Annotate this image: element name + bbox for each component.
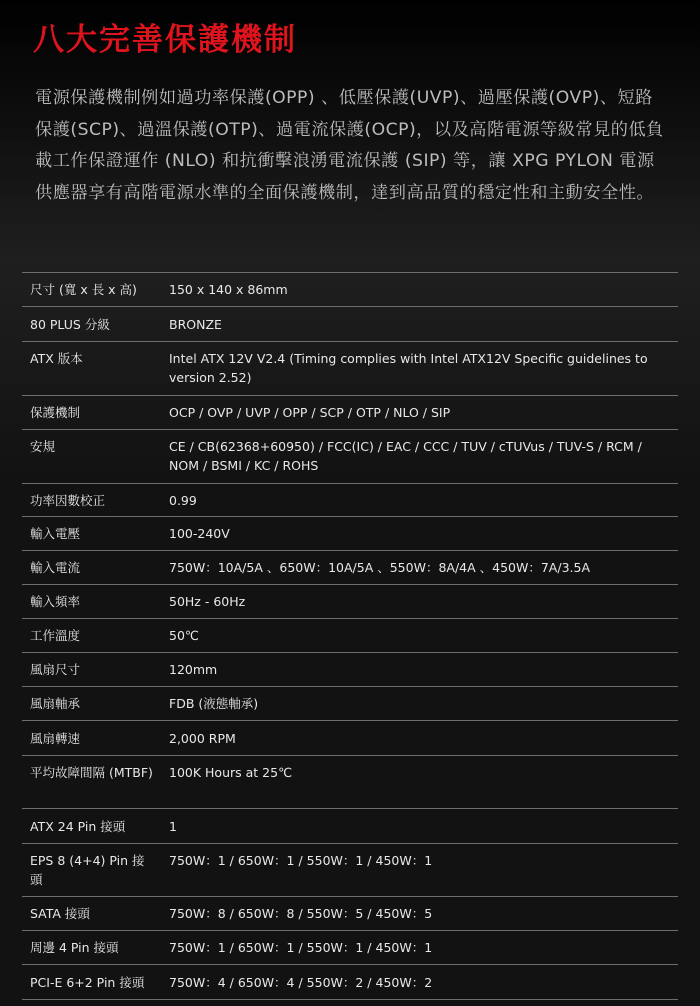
spec-value: FDB (液態軸承) [169, 696, 259, 711]
spec-value: 750W：4 / 650W：4 / 550W：2 / 450W：2 [169, 974, 433, 990]
spec-row-80plus [22, 307, 678, 342]
spec-value: 100K Hours at 25℃ [169, 765, 293, 780]
intro-paragraph: 電源保護機制例如過功率保護(OPP) 、低壓保護(UVP)、過壓保護(OVP)、短路保護(SCP)、過溫保護(OTP)、過電流保護(OCP)，以及高階電源等級常見的低負載工作保證運作 (NLO) 和抗衝擊浪湧電流保護 (SIP) 等，讓 XPG PYLON 電源供應器享有高階電源水準的全面保護機制，達到高品質的穩定性和主動安全性。 [35, 88, 664, 203]
spec-row-certifications [22, 430, 678, 484]
spec-row-eps8 [22, 844, 678, 897]
spec-label: 平均故障間隔 (MTBF) [30, 765, 153, 780]
spec-row-input-voltage [22, 517, 678, 551]
spec-value: BRONZE [169, 316, 222, 332]
spec-label: 尺寸 (寬 x 長 x 高) [30, 282, 137, 297]
spec-label: ATX 24 Pin 接頭 [30, 818, 126, 834]
spec-row-operating-temp [22, 619, 678, 653]
spec-value: 0.99 [169, 492, 197, 508]
spec-label: 輸入頻率 [30, 594, 81, 609]
spec-label: 保護機制 [30, 405, 81, 420]
spec-row-peripheral-4pin [22, 931, 678, 965]
spec-label: 功率因數校正 [30, 492, 106, 508]
spec-label: 安規 [30, 439, 56, 454]
spec-label: 周邊 4 Pin 接頭 [30, 940, 119, 955]
spec-value: 750W：10A/5A 、650W：10A/5A 、550W：8A/4A 、450W：7A/3.5A [169, 560, 591, 575]
spec-row-dimensions [22, 273, 678, 307]
spec-row-atx-version [22, 342, 678, 396]
spec-value: Intel ATX 12V V2.4 (Timing complies with Intel ATX12V Specific guidelines to version 2.52) [169, 351, 648, 385]
spec-row-atx24 [22, 809, 678, 844]
spec-row-pfc [22, 484, 678, 517]
spec-row-mtbf [22, 756, 678, 809]
spec-row-protection [22, 396, 678, 430]
spec-label: 風扇尺寸 [30, 662, 81, 677]
spec-value: 150 x 140 x 86mm [169, 282, 288, 297]
spec-label: EPS 8 (4+4) Pin 接頭 [30, 853, 145, 887]
spec-value: 100-240V [169, 526, 230, 541]
spec-label: SATA 接頭 [30, 906, 90, 921]
spec-value: 1 [169, 818, 177, 834]
spec-value: 50℃ [169, 628, 199, 643]
spec-value: OCP / OVP / UVP / OPP / SCP / OTP / NLO / SIP [169, 405, 451, 420]
spec-label: 風扇軸承 [30, 696, 81, 711]
spec-label: 風扇轉速 [30, 730, 81, 746]
spec-row-fan-bearing [22, 687, 678, 721]
spec-row-input-current [22, 551, 678, 585]
spec-value: 750W：1 / 650W：1 / 550W：1 / 450W：1 [169, 853, 433, 868]
spec-row-fan-speed [22, 721, 678, 756]
spec-value: CE / CB(62368+60950) / FCC(IC) / EAC / CCC / TUV / cTUVus / TUV-S / RCM / NOM / BSMI / KC / ROHS [169, 439, 642, 473]
spec-value: 120mm [169, 662, 218, 677]
spec-value: 50Hz - 60Hz [169, 594, 246, 609]
spec-label: ATX 版本 [30, 351, 83, 366]
spec-label: 80 PLUS 分級 [30, 316, 110, 332]
page-title: 八大完善保護機制 [33, 22, 297, 58]
spec-value: 2,000 RPM [169, 730, 236, 746]
spec-label: 輸入電壓 [30, 526, 81, 541]
spec-table [22, 272, 678, 1000]
spec-label: 工作溫度 [30, 628, 81, 643]
spec-label: PCI-E 6+2 Pin 接頭 [30, 974, 145, 990]
spec-value: 750W：1 / 650W：1 / 550W：1 / 450W：1 [169, 940, 433, 955]
spec-value: 750W：8 / 650W：8 / 550W：5 / 450W：5 [169, 906, 433, 921]
spec-row-input-frequency [22, 585, 678, 619]
spec-label: 輸入電流 [30, 560, 81, 575]
spec-row-sata [22, 897, 678, 931]
spec-row-fan-size [22, 653, 678, 687]
spec-row-pcie [22, 965, 678, 1000]
